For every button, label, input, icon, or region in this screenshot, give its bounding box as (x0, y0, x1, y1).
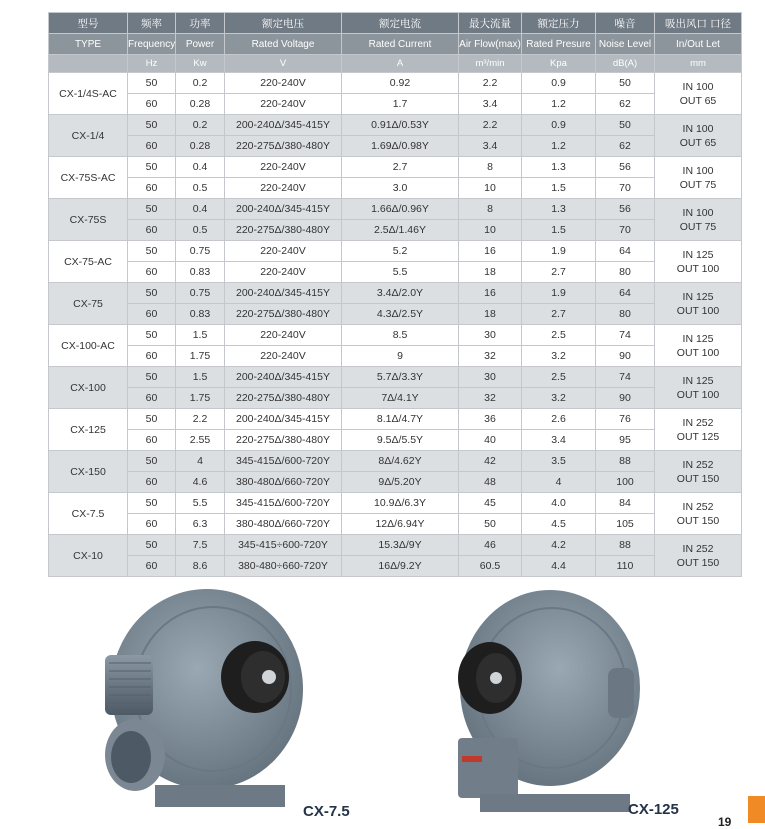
table-cell: 1.2 (522, 136, 596, 157)
table-cell: 4.3Δ/2.5Y (342, 304, 459, 325)
header-cell: 最大流量 (459, 13, 522, 34)
table-cell: 5.2 (342, 241, 459, 262)
table-cell: 220-240V (225, 241, 342, 262)
table-cell: 50 (128, 535, 176, 556)
table-cell: 18 (459, 262, 522, 283)
table-cell: 60 (128, 388, 176, 409)
header-cell: 额定压力 (522, 13, 596, 34)
table-cell: 10.9Δ/6.3Y (342, 493, 459, 514)
table-cell: 8.5 (342, 325, 459, 346)
header-cell: Hz (128, 55, 176, 73)
header-cell: Noise Level (596, 34, 655, 55)
port-in: IN 125 (682, 332, 714, 345)
page-number: 19 (718, 815, 732, 829)
table-cell: 100 (596, 472, 655, 493)
table-cell: 64 (596, 241, 655, 262)
table-cell: 1.5 (522, 220, 596, 241)
table-cell: 200-240Δ/345-415Y (225, 283, 342, 304)
table-cell: 5.5 (176, 493, 225, 514)
table-cell: 0.28 (176, 94, 225, 115)
table-row (49, 220, 742, 241)
fan-base (480, 794, 630, 812)
table-cell: 2.55 (176, 430, 225, 451)
table-cell: 0.75 (176, 283, 225, 304)
table-row (49, 178, 742, 199)
table-cell: 3.2 (522, 346, 596, 367)
table-cell: 50 (128, 115, 176, 136)
table-cell: 220-240V (225, 325, 342, 346)
table-cell: 8 (459, 157, 522, 178)
table-cell: 18 (459, 304, 522, 325)
table-cell: 345-415Δ/600-720Y (225, 493, 342, 514)
table-row (49, 346, 742, 367)
fan-motor (105, 655, 153, 715)
table-cell: 220-275Δ/380-480Y (225, 220, 342, 241)
table-cell: 60 (128, 262, 176, 283)
table-cell: 3.4 (522, 430, 596, 451)
table-cell: 8.6 (176, 556, 225, 577)
table-cell: 16Δ/9.2Y (342, 556, 459, 577)
table-cell: 3.5 (522, 451, 596, 472)
table-cell: 64 (596, 283, 655, 304)
header-cell: V (225, 55, 342, 73)
port-size (655, 115, 742, 157)
table-row (49, 73, 742, 94)
table-cell: 4.0 (522, 493, 596, 514)
table-cell: 0.83 (176, 262, 225, 283)
table-cell: 74 (596, 367, 655, 388)
model-name: CX-7.5 (49, 493, 128, 535)
fan-photo-cx-7-5 (95, 585, 305, 817)
port-out: OUT 150 (676, 556, 720, 569)
table-row (49, 514, 742, 535)
table-cell: 50 (128, 367, 176, 388)
table-cell: 1.5 (176, 325, 225, 346)
table-cell: 1.9 (522, 241, 596, 262)
fan-photo-cx-125 (440, 588, 640, 818)
table-cell: 105 (596, 514, 655, 535)
table-cell: 1.3 (522, 199, 596, 220)
table-row (49, 325, 742, 346)
table-cell: 56 (596, 199, 655, 220)
table-cell: 220-275Δ/380-480Y (225, 430, 342, 451)
table-cell: 50 (128, 199, 176, 220)
table-cell: 200-240Δ/345-415Y (225, 115, 342, 136)
table-row (49, 283, 742, 304)
table-cell: 8Δ/4.62Y (342, 451, 459, 472)
table-cell: 3.2 (522, 388, 596, 409)
table-cell: 0.83 (176, 304, 225, 325)
fan-motor (608, 668, 634, 718)
table-cell: 60 (128, 430, 176, 451)
table-cell: 62 (596, 94, 655, 115)
table-cell: 50 (596, 115, 655, 136)
table-cell: 5.5 (342, 262, 459, 283)
table-row (49, 157, 742, 178)
table-cell: 40 (459, 430, 522, 451)
port-out: OUT 150 (676, 472, 720, 485)
table-cell: 50 (128, 451, 176, 472)
spec-table (48, 12, 742, 577)
header-cell: Air Flow(max) (459, 34, 522, 55)
header-cell: In/Out Let (655, 34, 742, 55)
port-in: IN 100 (682, 80, 714, 93)
table-cell: 50 (128, 283, 176, 304)
table-cell: 0.9 (522, 73, 596, 94)
table-cell: 50 (128, 73, 176, 94)
table-cell: 48 (459, 472, 522, 493)
model-name: CX-10 (49, 535, 128, 577)
table-cell: 2.2 (176, 409, 225, 430)
table-cell: 0.4 (176, 157, 225, 178)
table-cell: 0.28 (176, 136, 225, 157)
table-cell: 60 (128, 346, 176, 367)
table-cell: 70 (596, 220, 655, 241)
spec-table-body (49, 73, 742, 577)
table-cell: 80 (596, 262, 655, 283)
table-cell: 2.5Δ/1.46Y (342, 220, 459, 241)
table-cell: 220-275Δ/380-480Y (225, 136, 342, 157)
port-size (655, 493, 742, 535)
model-name: CX-75S-AC (49, 157, 128, 199)
table-cell: 9 (342, 346, 459, 367)
table-cell: 1.2 (522, 94, 596, 115)
port-out: OUT 100 (676, 304, 720, 317)
table-cell: 60 (128, 220, 176, 241)
port-in: IN 252 (682, 542, 714, 555)
table-cell: 110 (596, 556, 655, 577)
table-cell: 74 (596, 325, 655, 346)
header-cell: 噪音 (596, 13, 655, 34)
model-name: CX-100-AC (49, 325, 128, 367)
table-cell: 62 (596, 136, 655, 157)
table-cell: 0.4 (176, 199, 225, 220)
table-row (49, 493, 742, 514)
port-size (655, 199, 742, 241)
header-cell: Rated Voltage (225, 34, 342, 55)
header-cell: TYPE (49, 34, 128, 55)
table-cell: 32 (459, 346, 522, 367)
table-cell: 0.5 (176, 220, 225, 241)
table-cell: 2.2 (459, 73, 522, 94)
table-cell: 3.0 (342, 178, 459, 199)
model-name: CX-75 (49, 283, 128, 325)
table-row (49, 94, 742, 115)
port-out: OUT 125 (676, 430, 720, 443)
port-size (655, 283, 742, 325)
table-cell: 95 (596, 430, 655, 451)
port-out: OUT 100 (676, 388, 720, 401)
table-cell: 1.75 (176, 346, 225, 367)
header-cell: 额定电流 (342, 13, 459, 34)
port-out: OUT 75 (679, 178, 717, 191)
table-cell: 36 (459, 409, 522, 430)
table-cell: 6.3 (176, 514, 225, 535)
header-row-units (49, 55, 742, 73)
header-cell: 型号 (49, 13, 128, 34)
port-size (655, 451, 742, 493)
table-cell: 2.2 (459, 115, 522, 136)
table-cell: 4.4 (522, 556, 596, 577)
table-cell: 3.4 (459, 136, 522, 157)
caption-cx-125: CX-125 (628, 801, 679, 818)
table-cell: 3.4Δ/2.0Y (342, 283, 459, 304)
table-cell: 30 (459, 325, 522, 346)
model-name: CX-1/4S-AC (49, 73, 128, 115)
table-cell: 4.2 (522, 535, 596, 556)
table-cell: 60 (128, 556, 176, 577)
header-cell: 额定电压 (225, 13, 342, 34)
table-cell: 2.5 (522, 367, 596, 388)
table-cell: 84 (596, 493, 655, 514)
table-cell: 16 (459, 283, 522, 304)
fan-outlet (458, 738, 518, 798)
table-cell: 2.7 (522, 262, 596, 283)
table-cell: 42 (459, 451, 522, 472)
table-cell: 50 (128, 325, 176, 346)
port-in: IN 252 (682, 500, 714, 513)
model-name: CX-75S (49, 199, 128, 241)
header-cell (49, 55, 128, 73)
table-cell: 1.75 (176, 388, 225, 409)
table-cell: 10 (459, 220, 522, 241)
table-cell: 50 (128, 493, 176, 514)
table-cell: 88 (596, 451, 655, 472)
header-cell: 频率 (128, 13, 176, 34)
table-cell: 0.9 (522, 115, 596, 136)
header-cell: 吸出风口 口径 (655, 13, 742, 34)
table-cell: 345-415÷600-720Y (225, 535, 342, 556)
table-cell: 7Δ/4.1Y (342, 388, 459, 409)
table-cell: 3.4 (459, 94, 522, 115)
port-in: IN 100 (682, 206, 714, 219)
table-row (49, 199, 742, 220)
table-row (49, 430, 742, 451)
table-row (49, 535, 742, 556)
table-cell: 0.2 (176, 73, 225, 94)
table-cell: 8 (459, 199, 522, 220)
table-cell: 1.5 (522, 178, 596, 199)
table-row (49, 472, 742, 493)
table-cell: 70 (596, 178, 655, 199)
table-cell: 50 (596, 73, 655, 94)
table-cell: 30 (459, 367, 522, 388)
table-cell: 60 (128, 514, 176, 535)
table-cell: 50 (128, 157, 176, 178)
table-cell: 80 (596, 304, 655, 325)
table-cell: 15.3Δ/9Y (342, 535, 459, 556)
table-cell: 4.6 (176, 472, 225, 493)
port-size (655, 409, 742, 451)
table-cell: 12Δ/6.94Y (342, 514, 459, 535)
port-out: OUT 65 (679, 136, 717, 149)
table-cell: 220-240V (225, 73, 342, 94)
port-size (655, 241, 742, 283)
table-cell: 4 (176, 451, 225, 472)
table-cell: 200-240Δ/345-415Y (225, 199, 342, 220)
table-cell: 380-480Δ/660-720Y (225, 472, 342, 493)
table-row (49, 136, 742, 157)
table-row (49, 409, 742, 430)
table-cell: 60 (128, 136, 176, 157)
table-cell: 0.91Δ/0.53Y (342, 115, 459, 136)
header-cell: 功率 (176, 13, 225, 34)
table-cell: 1.7 (342, 94, 459, 115)
port-out: OUT 100 (676, 346, 720, 359)
table-row (49, 262, 742, 283)
table-cell: 32 (459, 388, 522, 409)
table-cell: 60 (128, 304, 176, 325)
table-cell: 0.2 (176, 115, 225, 136)
table-row (49, 115, 742, 136)
table-cell: 220-240V (225, 262, 342, 283)
table-cell: 1.66Δ/0.96Y (342, 199, 459, 220)
table-cell: 2.6 (522, 409, 596, 430)
table-cell: 9Δ/5.20Y (342, 472, 459, 493)
model-name: CX-1/4 (49, 115, 128, 157)
port-in: IN 100 (682, 122, 714, 135)
table-cell: 200-240Δ/345-415Y (225, 367, 342, 388)
table-cell: 60 (128, 472, 176, 493)
port-size (655, 325, 742, 367)
table-cell: 2.5 (522, 325, 596, 346)
table-row (49, 304, 742, 325)
header-cell: Kpa (522, 55, 596, 73)
table-cell: 9.5Δ/5.5Y (342, 430, 459, 451)
header-cell: A (342, 55, 459, 73)
table-cell: 50 (128, 409, 176, 430)
header-cell: mm (655, 55, 742, 73)
model-name: CX-150 (49, 451, 128, 493)
table-cell: 200-240Δ/345-415Y (225, 409, 342, 430)
table-cell: 1.9 (522, 283, 596, 304)
table-cell: 60.5 (459, 556, 522, 577)
table-cell: 345-415Δ/600-720Y (225, 451, 342, 472)
header-row-english (49, 34, 742, 55)
table-row (49, 388, 742, 409)
table-cell: 1.69Δ/0.98Y (342, 136, 459, 157)
table-cell: 2.7 (522, 304, 596, 325)
table-cell: 60 (128, 178, 176, 199)
table-cell: 220-240V (225, 346, 342, 367)
table-cell: 5.7Δ/3.3Y (342, 367, 459, 388)
table-cell: 10 (459, 178, 522, 199)
caption-cx-7-5: CX-7.5 (303, 803, 350, 820)
header-cell: Power (176, 34, 225, 55)
table-cell: 380-480Δ/660-720Y (225, 514, 342, 535)
table-cell: 16 (459, 241, 522, 262)
port-out: OUT 75 (679, 220, 717, 233)
table-cell: 220-275Δ/380-480Y (225, 304, 342, 325)
table-cell: 1.3 (522, 157, 596, 178)
port-out: OUT 65 (679, 94, 717, 107)
table-cell: 50 (459, 514, 522, 535)
header-cell: m³/min (459, 55, 522, 73)
header-cell: Frequency (128, 34, 176, 55)
table-cell: 220-240V (225, 178, 342, 199)
table-cell: 0.92 (342, 73, 459, 94)
table-cell: 60 (128, 94, 176, 115)
table-cell: 76 (596, 409, 655, 430)
header-row-chinese (49, 13, 742, 34)
table-cell: 90 (596, 346, 655, 367)
table-cell: 380-480÷660-720Y (225, 556, 342, 577)
port-in: IN 125 (682, 248, 714, 261)
table-cell: 220-240V (225, 94, 342, 115)
port-size (655, 535, 742, 577)
table-cell: 50 (128, 241, 176, 262)
port-out: OUT 150 (676, 514, 720, 527)
port-size (655, 367, 742, 409)
table-cell: 8.1Δ/4.7Y (342, 409, 459, 430)
port-out: OUT 100 (676, 262, 720, 275)
header-cell: Rated Presure (522, 34, 596, 55)
table-cell: 4 (522, 472, 596, 493)
table-cell: 2.7 (342, 157, 459, 178)
table-cell: 0.75 (176, 241, 225, 262)
table-cell: 88 (596, 535, 655, 556)
port-in: IN 125 (682, 374, 714, 387)
fan-base (155, 785, 285, 807)
table-row (49, 241, 742, 262)
table-cell: 46 (459, 535, 522, 556)
header-cell: dB(A) (596, 55, 655, 73)
table-cell: 90 (596, 388, 655, 409)
table-cell: 220-240V (225, 157, 342, 178)
table-row (49, 451, 742, 472)
table-cell: 45 (459, 493, 522, 514)
table-cell: 7.5 (176, 535, 225, 556)
table-cell: 4.5 (522, 514, 596, 535)
table-cell: 1.5 (176, 367, 225, 388)
port-size (655, 73, 742, 115)
table-row (49, 556, 742, 577)
port-in: IN 125 (682, 290, 714, 303)
header-cell: Rated Current (342, 34, 459, 55)
model-name: CX-100 (49, 367, 128, 409)
port-size (655, 157, 742, 199)
model-name: CX-75-AC (49, 241, 128, 283)
header-cell: Kw (176, 55, 225, 73)
table-cell: 0.5 (176, 178, 225, 199)
port-in: IN 100 (682, 164, 714, 177)
page-tab-accent (748, 796, 765, 823)
table-cell: 220-275Δ/380-480Y (225, 388, 342, 409)
table-row (49, 367, 742, 388)
port-in: IN 252 (682, 458, 714, 471)
table-cell: 56 (596, 157, 655, 178)
model-name: CX-125 (49, 409, 128, 451)
port-in: IN 252 (682, 416, 714, 429)
